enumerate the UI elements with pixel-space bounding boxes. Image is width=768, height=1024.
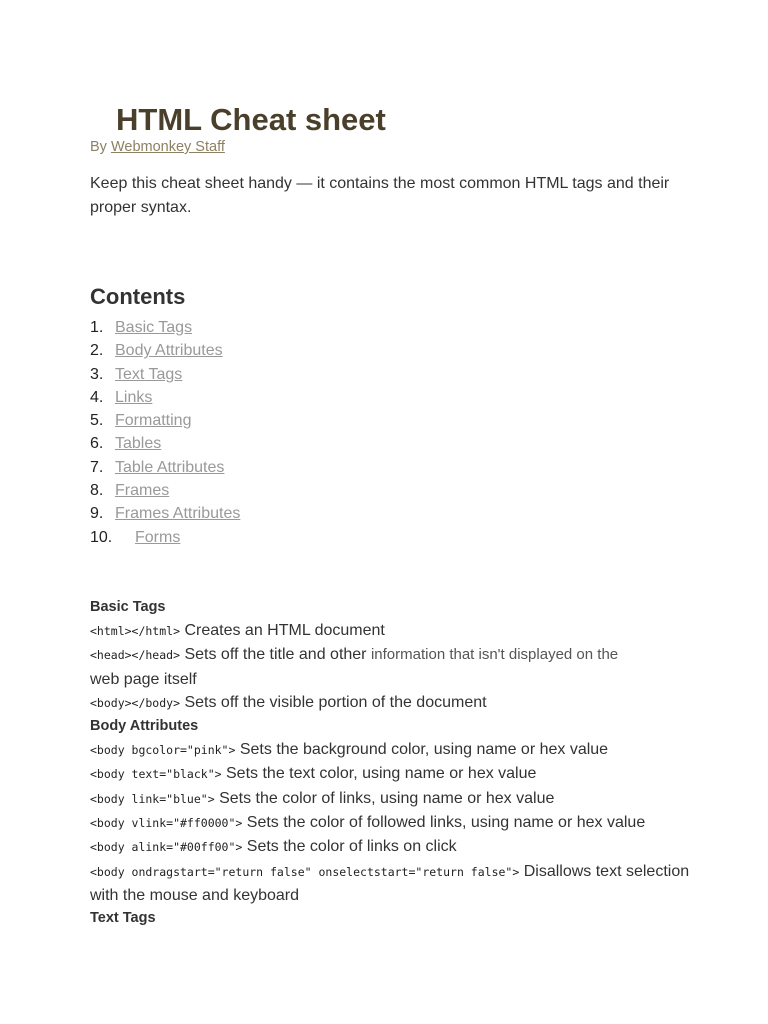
tag-row [90, 643, 690, 691]
tag-desc: Sets the background color, using name or hex value [235, 741, 609, 759]
toc-link-table-attributes[interactable]: Table Attributes [115, 458, 225, 476]
tag-desc: Creates an HTML document [180, 622, 385, 639]
tag-code: <head></head> [90, 648, 181, 663]
section-heading-text-tags: Text Tags [90, 910, 156, 927]
tag-row [90, 738, 690, 762]
tag-desc-continued: information that isn't displayed on the [370, 646, 619, 664]
tag-code: <body text="black"> [90, 767, 222, 782]
tag-code: <body vlink="#ff0000"> [90, 816, 243, 831]
tag-desc: Sets off the visible portion of the document [180, 693, 487, 711]
tag-code: <html></html> [90, 624, 181, 638]
tag-code: <body ondragstart="return false" onselectstart="return false"> [90, 864, 520, 879]
contents-heading: Contents [90, 284, 186, 309]
tag-desc: Disallows text selection with the mouse and keyboard [90, 862, 690, 904]
page-title: HTML Cheat sheet [116, 102, 386, 137]
tag-row [90, 811, 690, 835]
tag-desc: Sets the text color, using name or hex value [221, 765, 537, 783]
table-of-contents [90, 316, 240, 549]
byline [90, 139, 225, 155]
toc-link-frames-attributes[interactable]: Frames Attributes [115, 505, 241, 523]
section-heading-basic-tags: Basic Tags [90, 599, 166, 615]
toc-link-frames[interactable]: Frames [115, 482, 170, 500]
toc-item-basic-tags: 1. Basic Tags [90, 319, 193, 336]
author-link[interactable]: Webmonkey Staff [110, 139, 225, 155]
toc-item-table-attributes: 7. Table Attributes [90, 458, 225, 476]
toc-link-basic-tags[interactable]: Basic Tags [115, 319, 193, 336]
toc-item-formatting: 5. Formatting [90, 412, 192, 430]
tag-row [90, 762, 690, 786]
tag-desc: Sets the color of links on click [242, 838, 457, 856]
tag-desc: Sets the color of links, using name or hex value [214, 789, 555, 807]
toc-item-body-attributes: 2. Body Attributes [90, 342, 223, 360]
tag-row [90, 691, 690, 715]
intro-text: Keep this cheat sheet handy — it contains the most common HTML tags and their proper syntax. [90, 175, 670, 216]
toc-item-forms: 10. Forms [90, 528, 181, 546]
tag-row [90, 619, 690, 643]
tag-row [90, 860, 690, 908]
toc-item-frames: 8. Frames [90, 482, 170, 500]
toc-link-body-attributes[interactable]: Body Attributes [115, 342, 223, 360]
toc-link-forms[interactable]: Forms [135, 528, 181, 546]
toc-item-tables: 6. Tables [90, 435, 162, 453]
tag-code: <body alink="#00ff00"> [90, 840, 243, 855]
tag-desc: Sets off the title and other [180, 646, 371, 664]
toc-link-text-tags[interactable]: Text Tags [115, 365, 183, 383]
tag-desc: Sets the color of followed links, using name or hex value [242, 814, 646, 832]
byline-prefix: By [90, 139, 111, 155]
tag-row [90, 835, 690, 859]
reference-section [90, 596, 690, 930]
toc-link-formatting[interactable]: Formatting [115, 412, 192, 430]
toc-item-text-tags: 3. Text Tags [90, 365, 183, 383]
section-heading-body-attributes: Body Attributes [90, 718, 199, 735]
tag-code: <body link="blue"> [90, 791, 215, 806]
tag-row [90, 787, 690, 811]
tag-code: <body></body> [90, 695, 181, 710]
toc-link-tables[interactable]: Tables [115, 435, 162, 453]
toc-link-links[interactable]: Links [115, 388, 153, 406]
toc-item-frames-attributes: 9. Frames Attributes [90, 505, 241, 523]
toc-item-links: 4. Links [90, 388, 153, 406]
tag-code: <body bgcolor="pink"> [90, 743, 236, 758]
tag-desc-wrap: web page itself [90, 670, 197, 688]
